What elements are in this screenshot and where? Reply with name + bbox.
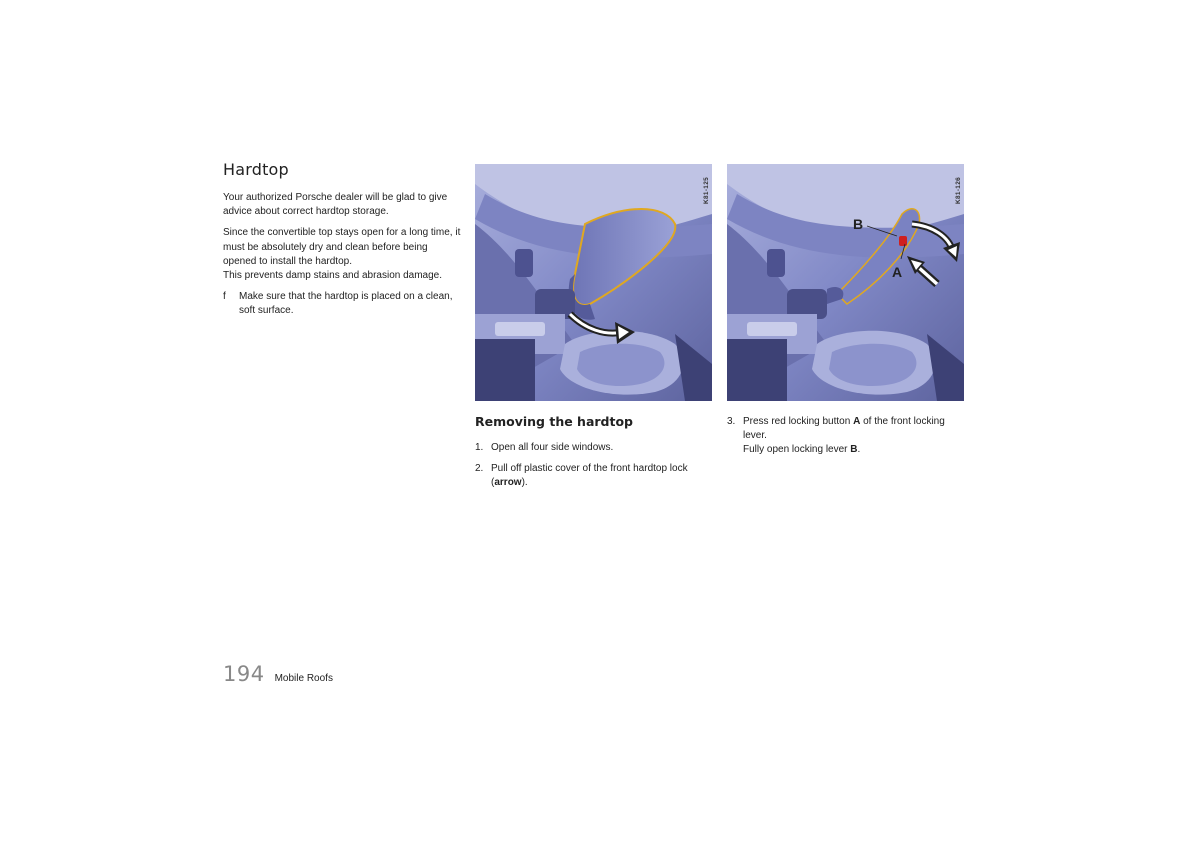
step-2-number: 2. xyxy=(475,463,484,475)
section-title: Hardtop xyxy=(223,160,289,179)
step-1-text: Open all four side windows. xyxy=(491,442,614,453)
hardtop-section xyxy=(223,160,463,319)
removing-title: Removing the hardtop xyxy=(475,414,634,429)
step-1-number: 1. xyxy=(475,442,484,453)
label-a: A xyxy=(892,264,903,280)
step-3-text-1: Press red locking button xyxy=(743,416,854,427)
label-b: B xyxy=(853,216,864,232)
step-3-text-3: Fully open locking lever xyxy=(743,444,851,456)
step-3 xyxy=(727,415,965,458)
figure-lever-unlock xyxy=(727,164,964,401)
step-1 xyxy=(475,441,713,455)
step-2-text-before: Pull off plastic cover of the front hardtop lock ( xyxy=(491,463,688,489)
figure-code-right: K81-126 xyxy=(955,176,962,204)
paragraph-dry-text: Since the convertible top stays open for a long time, it must be absolutely dry and clean before being opened to install the hardtop. xyxy=(223,227,461,267)
paragraph-dry xyxy=(223,226,463,283)
bullet-text: Make sure that the hardtop is placed on a clean, soft surface. xyxy=(239,291,453,317)
step-3-section xyxy=(727,415,965,465)
step-3-text xyxy=(743,415,965,458)
page-footer xyxy=(223,662,333,686)
step-2-text-after: ). xyxy=(521,477,528,489)
figure-lever-unlock-illustration xyxy=(727,164,964,401)
step-2-text xyxy=(491,462,713,490)
bullet-surface xyxy=(223,290,463,318)
figure-cover-removal xyxy=(475,164,712,401)
chapter-name: Mobile Roofs xyxy=(274,673,333,684)
paragraph-storage: Your authorized Porsche dealer will be glad to give advice about correct hardtop storage. xyxy=(223,192,448,218)
step-3-bold-a: A xyxy=(853,416,861,427)
removing-section xyxy=(475,414,713,498)
step-3-text-4: . xyxy=(857,444,861,456)
bullet-marker: f xyxy=(223,291,226,303)
page-number: 194 xyxy=(223,662,265,686)
figure-cover-removal-illustration xyxy=(475,164,712,401)
step-2-bold: arrow xyxy=(494,477,522,489)
figure-code-left: K81-125 xyxy=(703,176,710,204)
step-2 xyxy=(475,462,713,490)
step-3-number: 3. xyxy=(727,416,736,427)
paragraph-dry-note: This prevents damp stains and abrasion damage. xyxy=(223,270,443,282)
step-3-text-2: of the front locking lever. xyxy=(743,416,945,442)
step-3-bold-b: B xyxy=(850,444,858,456)
